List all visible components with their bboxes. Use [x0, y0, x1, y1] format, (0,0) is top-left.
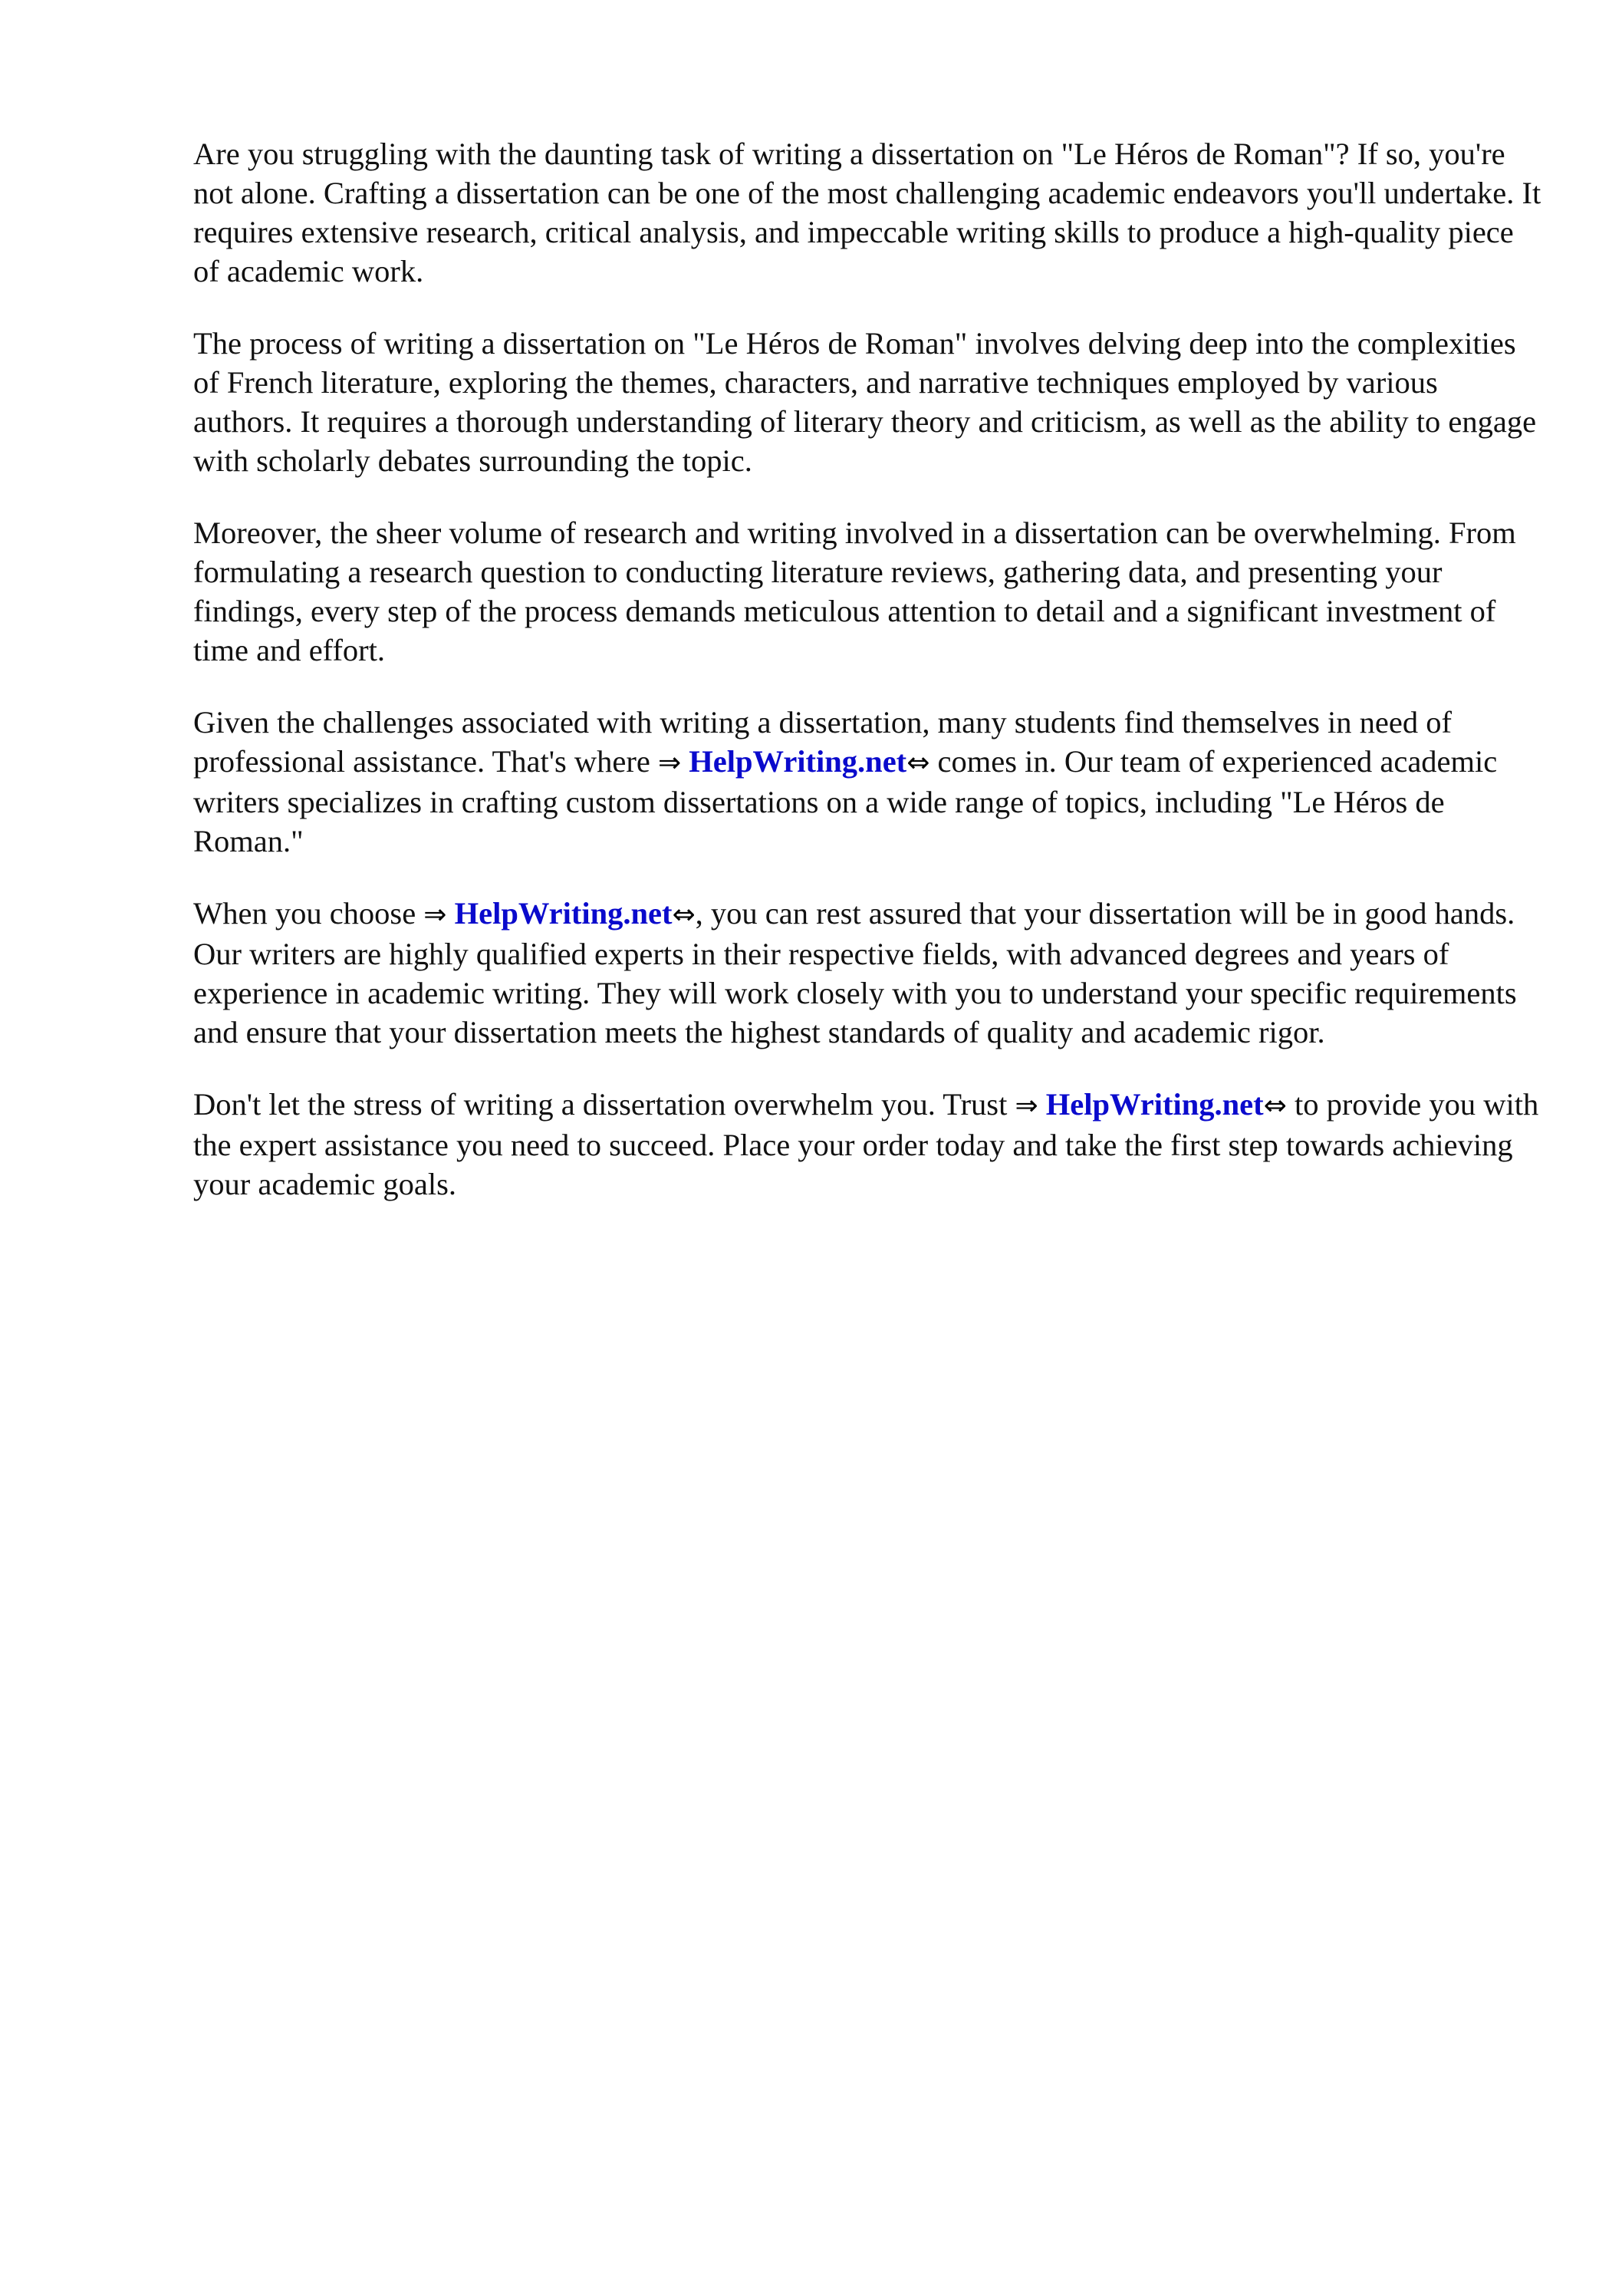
paragraph-text: Are you struggling with the daunting task of writing a dissertation on "Le Héros de Roman"? If so, you're not alone. Crafting a dissertation can be one of the most challenging academic endeavors you'll undertake. It requires extensive research, critical analysis, and impeccable writing skills to produce a high-quality piece of academic work.: [193, 137, 1541, 288]
document-body: [193, 134, 1543, 1237]
double-arrow-both-icon: ⇔: [1263, 1090, 1287, 1122]
double-arrow-right-icon: ⇒: [423, 899, 447, 931]
paragraph-challenges: [193, 703, 1543, 861]
helpwriting-link[interactable]: HelpWriting.net: [1045, 1087, 1264, 1122]
paragraph-text-after: comes in. Our team of experienced academic writers specializes in crafting custom dissertations on a wide range of topics, including "Le Héros de Roman.": [193, 744, 1498, 858]
helpwriting-link[interactable]: HelpWriting.net: [454, 896, 673, 931]
paragraph-trust: [193, 1085, 1543, 1204]
paragraph-text-before: Given the challenges associated with writing a dissertation, many students find themselves in need of professional assistance. That's where: [193, 705, 1452, 779]
helpwriting-link[interactable]: HelpWriting.net: [689, 744, 907, 779]
paragraph-volume: [193, 513, 1543, 670]
double-arrow-right-icon: ⇒: [658, 747, 682, 779]
paragraph-text: Moreover, the sheer volume of research and writing involved in a dissertation can be overwhelming. From formulating a research question to conducting literature reviews, gathering data, and presenting your findings, every step of the process demands meticulous attention to detail and a significant investment of time and effort.: [193, 516, 1516, 667]
double-arrow-both-icon: ⇔: [672, 899, 696, 931]
paragraph-process: [193, 324, 1543, 480]
paragraph-text-after: , you can rest assured that your dissertation will be in good hands. Our writers are highly qualified experts in their respective fields, with advanced degrees and years of experience in academic writing. They will work closely with you to understand your specific requirements and ensure that your dissertation meets the highest standards of quality and academic rigor.: [193, 896, 1517, 1049]
double-arrow-both-icon: ⇔: [906, 747, 930, 779]
paragraph-text: The process of writing a dissertation on "Le Héros de Roman" involves delving deep into the complexities of French literature, exploring the themes, characters, and narrative techniques employed by various authors. It requires a thorough understanding of literary theory and criticism, as well as the ability to engage with scholarly debates surrounding the topic.: [193, 326, 1537, 478]
paragraph-choose: [193, 894, 1543, 1052]
paragraph-text-after: to provide you with the expert assistance you need to succeed. Place your order today and take the first step towards achieving your academic goals.: [193, 1087, 1539, 1201]
paragraph-text-before: Don't let the stress of writing a dissertation overwhelm you. Trust: [193, 1087, 1015, 1122]
paragraph-intro: [193, 134, 1543, 291]
double-arrow-right-icon: ⇒: [1015, 1090, 1038, 1122]
paragraph-text-before: When you choose: [193, 896, 424, 931]
